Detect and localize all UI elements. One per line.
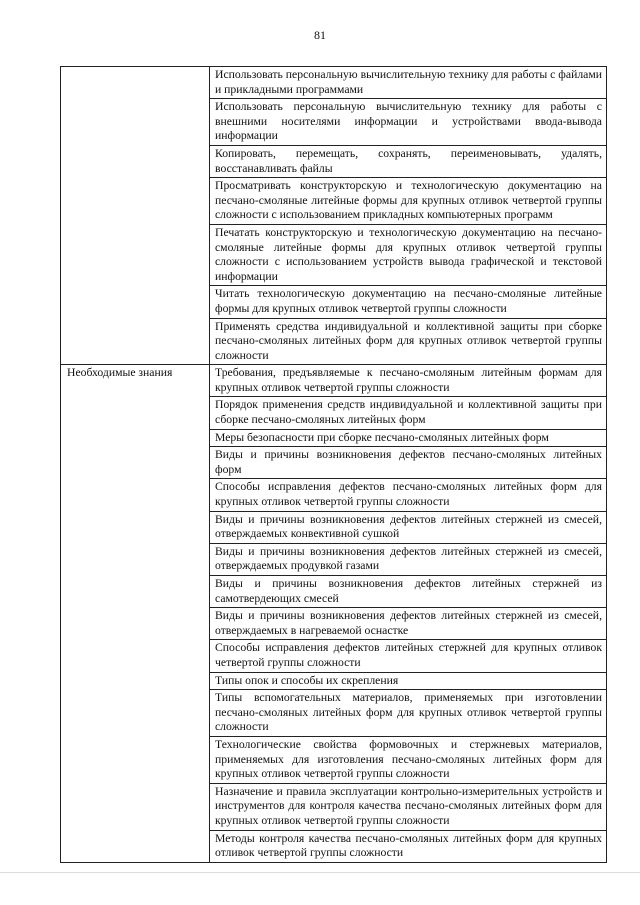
requirements-table (60, 66, 607, 863)
knowledge-label: Необходимые знания (61, 365, 210, 862)
knowledge-cell: Виды и причины возникновения дефектов литейных стержней из самотвердеющих смесей (210, 576, 607, 608)
knowledge-cell: Технологические свойства формовочных и стержневых материалов, применяемых для изготовления песчано-смоляных литейных форм для крупных отливок четвертой группы сложности (210, 736, 607, 783)
knowledge-cell: Виды и причины возникновения дефектов литейных стержней из смесей, отверждаемых конвективной сушкой (210, 511, 607, 543)
knowledge-cell: Способы исправления дефектов литейных стержней для крупных отливок четвертой группы сложности (210, 640, 607, 672)
skill-cell: Использовать персональную вычислительную технику для работы с внешними носителями информации и устройствами ввода-вывода информации (210, 99, 607, 146)
skill-cell: Печатать конструкторскую и технологическую документацию на песчано-смоляные литейные формы для крупных отливок четвертой группы сложности с использованием устройств вывода графической и текстовой информации (210, 224, 607, 285)
bottom-divider (0, 872, 640, 873)
page-number: 81 (314, 28, 326, 42)
skill-cell: Использовать персональную вычислительную технику для работы с файлами и прикладными программами (210, 67, 607, 99)
knowledge-cell: Требования, предъявляемые к песчано-смоляным литейным формам для крупных отливок четвертой группы сложности (210, 365, 607, 397)
knowledge-cell: Виды и причины возникновения дефектов литейных стержней из смесей, отверждаемых в нагреваемой оснастке (210, 608, 607, 640)
knowledge-cell: Виды и причины возникновения дефектов песчано-смоляных литейных форм (210, 447, 607, 479)
skill-cell: Копировать, перемещать, сохранять, переименовывать, удалять, восстанавливать файлы (210, 145, 607, 177)
skill-cell: Применять средства индивидуальной и коллективной защиты при сборке песчано-смоляных литейных форм для крупных отливок четвертой группы сложности (210, 318, 607, 365)
knowledge-cell: Меры безопасности при сборке песчано-смоляных литейных форм (210, 429, 607, 447)
knowledge-cell: Типы опок и способы их скрепления (210, 672, 607, 690)
knowledge-cell: Способы исправления дефектов песчано-смоляных литейных форм для крупных отливок четвертой группы сложности (210, 479, 607, 511)
knowledge-cell: Методы контроля качества песчано-смоляных литейных форм для крупных отливок четвертой группы сложности (210, 830, 607, 862)
knowledge-cell: Порядок применения средств индивидуальной и коллективной защиты при сборке песчано-смоляных литейных форм (210, 397, 607, 429)
skill-cell: Читать технологическую документацию на песчано-смоляные литейные формы для крупных отливок четвертой группы сложности (210, 286, 607, 318)
skill-cell: Просматривать конструкторскую и технологическую документацию на песчано-смоляные литейные формы для крупных отливок четвертой группы сложности с использованием прикладных компьютерных программ (210, 178, 607, 225)
knowledge-cell: Виды и причины возникновения дефектов литейных стержней из смесей, отверждаемых продувкой газами (210, 543, 607, 575)
table-row (61, 365, 607, 397)
knowledge-cell: Назначение и правила эксплуатации контрольно-измерительных устройств и инструментов для контроля качества песчано-смоляных литейных форм для крупных отливок четвертой группы сложности (210, 783, 607, 830)
knowledge-cell: Типы вспомогательных материалов, применяемых при изготовлении песчано-смоляных литейных форм для крупных отливок четвертой группы сложности (210, 690, 607, 737)
table-row (61, 67, 607, 99)
skills-label-cell (61, 67, 210, 365)
